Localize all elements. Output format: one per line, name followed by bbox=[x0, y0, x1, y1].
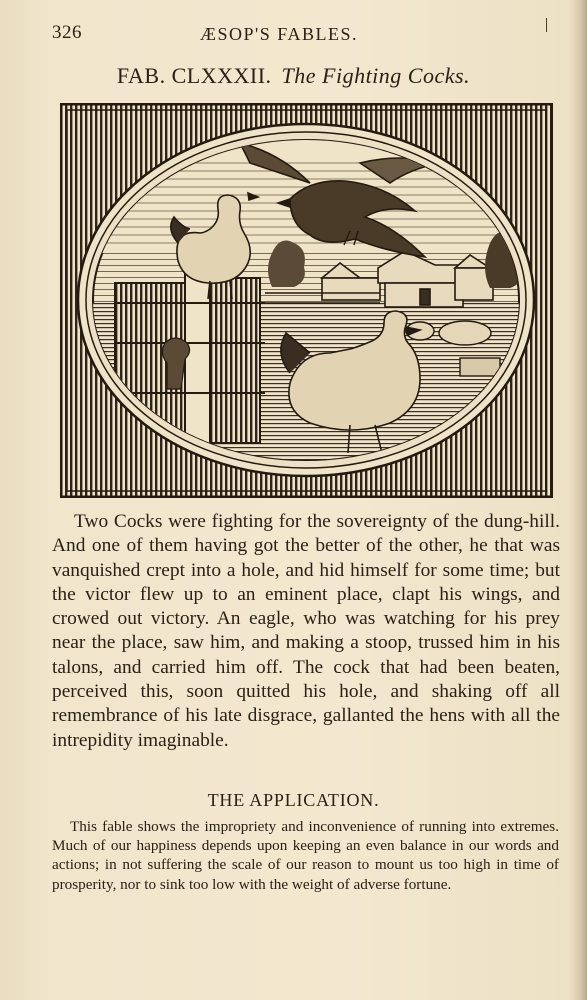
page-edge-shadow bbox=[569, 0, 587, 1000]
woodcut-fighting-cocks-illustration bbox=[60, 103, 553, 498]
running-head: ÆSOP'S FABLES. bbox=[200, 24, 358, 44]
fable-body bbox=[52, 510, 560, 753]
fable-name: The Fighting Cocks. bbox=[281, 63, 471, 88]
application-paragraph: This fable shows the impropriety and inconvenience of running into extremes. Much of our happiness depends upon keeping an even balance in our words and actions; in not suffering the scale of our reason to mount us too high in time of prosperity, nor to sink too low with the weight of adverse fortune. bbox=[52, 818, 559, 893]
application-heading: THE APPLICATION. bbox=[207, 790, 380, 810]
fable-number: FAB. CLXXXII. bbox=[116, 63, 272, 88]
fable-title bbox=[0, 63, 587, 89]
page-number: 326 bbox=[52, 22, 82, 43]
application-body bbox=[52, 817, 559, 894]
printer-mark bbox=[546, 18, 547, 32]
fable-body-paragraph: Two Cocks were fighting for the sovereignty of the dung-hill. And one of them having got the better of the other, he that was vanquished crept into a hole, and hid himself for some time; but the victor flew up to an eminent place, clapt his wings, and crowed out victory. An eagle, who was watching for his prey near the place, saw him, and making a stoop, trussed him in his talons, and carried him off. The cock that had been beaten, perceived this, soon quitted his hole, and shaking off all remembrance of his late disgrace, gallanted the hens with all the intrepidity imaginable. bbox=[52, 511, 560, 751]
